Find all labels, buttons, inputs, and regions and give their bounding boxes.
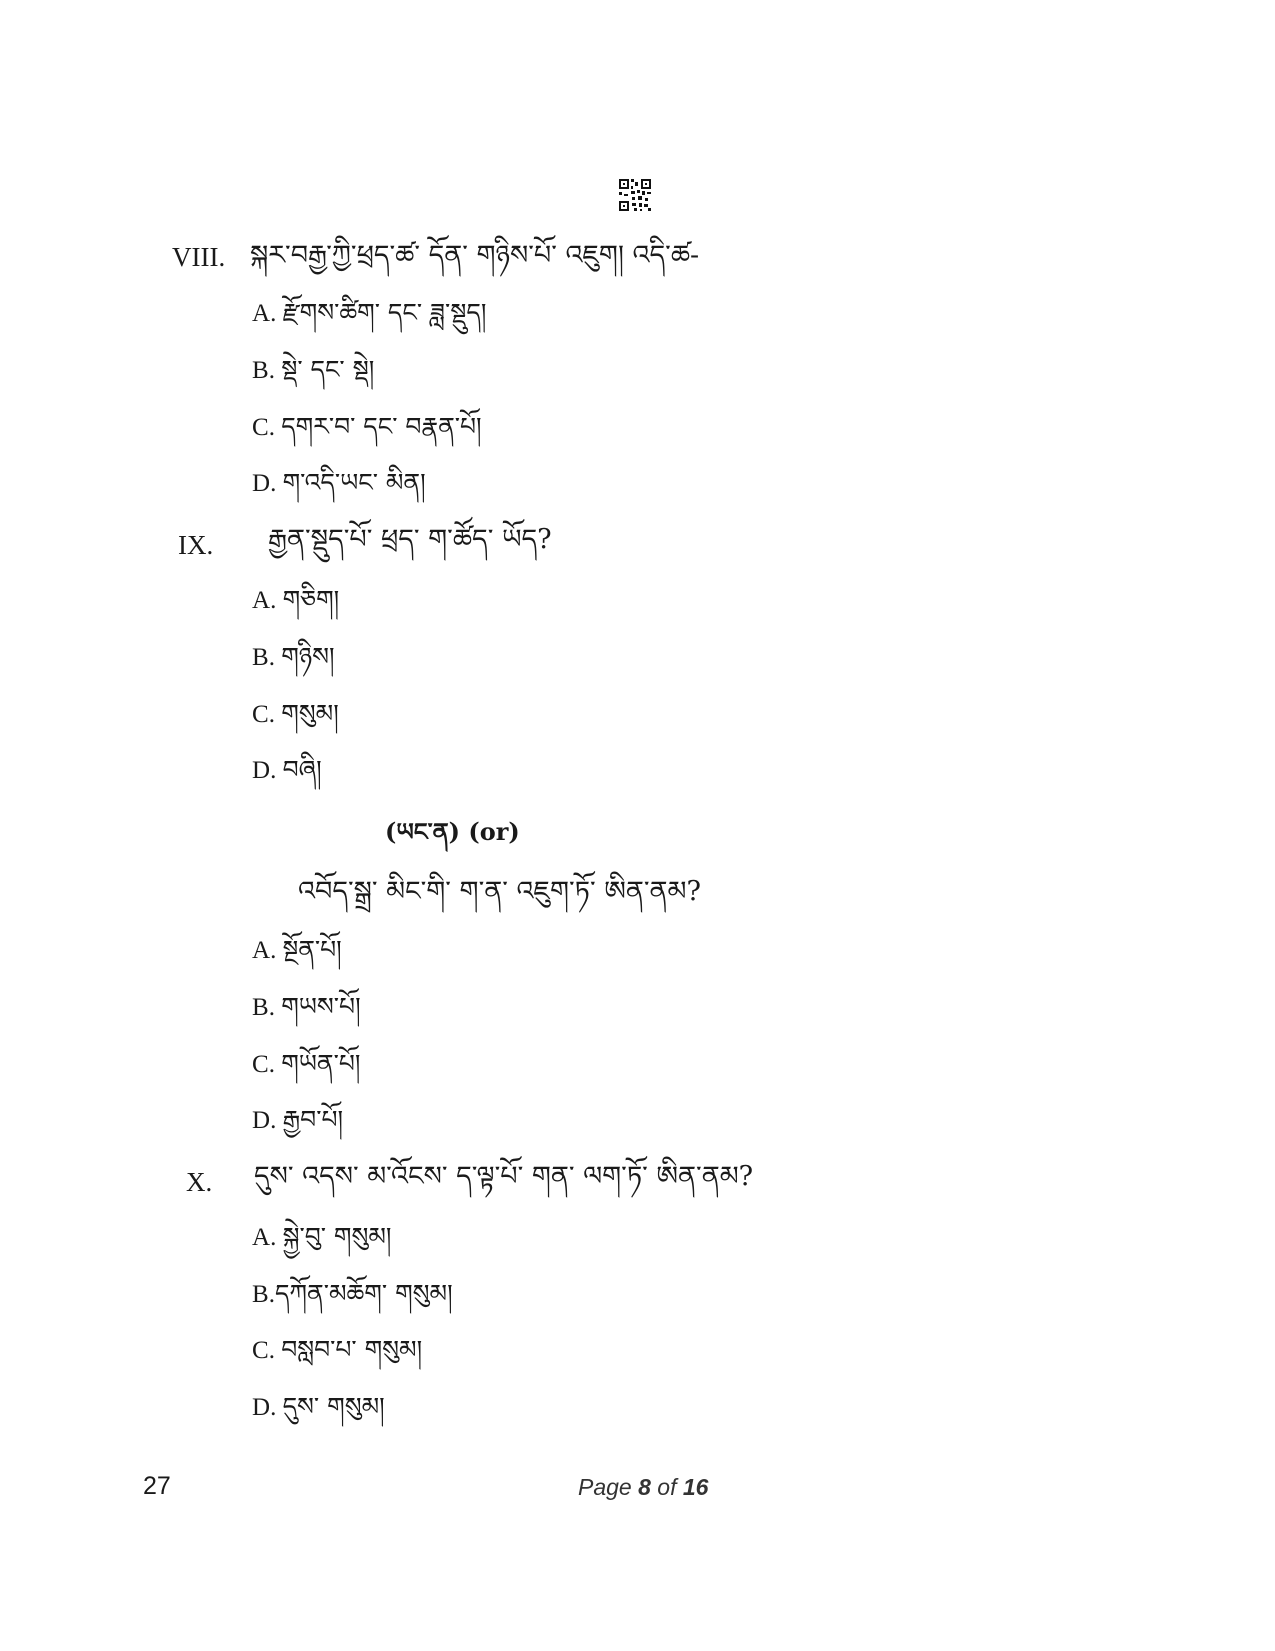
option-separator: .: [268, 1051, 282, 1078]
option-separator: .: [270, 1394, 283, 1421]
option-separator: .: [268, 1337, 282, 1364]
question-number: IX.: [178, 530, 214, 560]
option-separator: .: [268, 701, 282, 728]
option-letter: A: [252, 937, 271, 964]
option-b[interactable]: [252, 637, 335, 678]
page-indicator: [578, 1474, 708, 1501]
option-separator: .: [268, 994, 282, 1021]
option-text: གཉིས།: [281, 642, 335, 671]
option-text: བཞི།: [282, 755, 322, 784]
option-letter: A: [252, 1224, 271, 1251]
option-letter: B: [252, 644, 269, 671]
question-stem: དུས་ འདས་ མ་འོངས་ ད་ལྟ་པོ་ གན་ ལག་ཏོ་ ཨིན་ནམ?: [254, 1161, 754, 1192]
option-b[interactable]: [252, 1274, 453, 1315]
option-b[interactable]: [252, 987, 361, 1028]
option-text: དཀོན་མཆོག་ གསུམ།: [274, 1279, 453, 1308]
option-c[interactable]: [252, 1330, 422, 1371]
option-d[interactable]: [252, 1387, 385, 1428]
question-number: X.: [186, 1167, 213, 1197]
page-current: 8: [638, 1474, 651, 1500]
option-letter: C: [252, 414, 269, 441]
option-a[interactable]: [252, 293, 486, 334]
option-letter: C: [252, 701, 269, 728]
option-text: དགར་བ་ དང་ བརྣན་པོ།: [281, 412, 482, 441]
option-separator: .: [270, 470, 283, 497]
option-text: ག་འདི་ཡང་ མིན།: [282, 468, 426, 497]
option-separator: .: [268, 357, 282, 384]
option-letter: B: [252, 994, 269, 1021]
option-text: རྒྱབ་པོ།: [282, 1105, 344, 1134]
option-text: སྡེ་ དང་ སྡེ།: [281, 355, 375, 384]
option-letter: D: [252, 470, 271, 497]
option-c[interactable]: [252, 694, 339, 735]
option-text: དུས་ གསུམ།: [282, 1392, 385, 1421]
option-separator: .: [270, 937, 283, 964]
option-separator: .: [268, 644, 282, 671]
paper-code: 27: [143, 1472, 171, 1500]
option-d[interactable]: [252, 463, 426, 504]
option-separator: .: [270, 757, 283, 784]
page-total: 16: [682, 1474, 709, 1500]
qr-code-icon: [618, 178, 652, 212]
option-text: གཡས་པོ།: [281, 992, 361, 1021]
option-d[interactable]: [252, 1100, 343, 1141]
option-a[interactable]: [252, 580, 339, 621]
option-a[interactable]: [252, 1217, 392, 1258]
option-separator: .: [268, 1281, 275, 1308]
option-text: གསུམ།: [281, 699, 339, 728]
question-stem: འབོད་སྒྲ་ མིང་གི་ ག་ན་ འཇུག་ཏོ་ ཨིན་ནམ?: [298, 876, 701, 907]
or-heading: (ཡང་ན) (or): [385, 817, 520, 846]
option-c[interactable]: [252, 1044, 360, 1085]
option-text: གཅིག།: [282, 585, 340, 614]
question-stem: རྒྱན་སྡུད་པོ་ ཕྲད་ ག་ཚོད་ ཡོད?: [268, 524, 552, 555]
option-text: སྐྱེ་བུ་ གསུམ།: [282, 1222, 392, 1251]
page-of: of: [650, 1474, 683, 1500]
option-letter: B: [252, 357, 269, 384]
option-letter: D: [252, 757, 271, 784]
option-text: རྫོགས་ཚིག་ དང་ ཟླ་སྡུད།: [282, 298, 487, 327]
option-text: གཡོན་པོ།: [281, 1049, 361, 1078]
option-c[interactable]: [252, 407, 482, 448]
option-letter: A: [252, 300, 271, 327]
option-separator: .: [268, 414, 282, 441]
option-a[interactable]: [252, 930, 342, 971]
option-separator: .: [270, 587, 283, 614]
option-letter: D: [252, 1107, 271, 1134]
question-number: VIII.: [172, 242, 226, 272]
option-letter: D: [252, 1394, 271, 1421]
option-letter: A: [252, 587, 271, 614]
option-text: སྔོན་པོ།: [282, 935, 342, 964]
option-separator: .: [270, 1107, 283, 1134]
option-separator: .: [270, 1224, 283, 1251]
option-b[interactable]: [252, 350, 374, 391]
option-d[interactable]: [252, 750, 322, 791]
option-letter: C: [252, 1051, 269, 1078]
option-letter: B: [252, 1281, 269, 1308]
option-separator: .: [270, 300, 283, 327]
page-prefix: Page: [578, 1474, 639, 1500]
option-text: བསླབ་པ་ གསུམ།: [281, 1335, 423, 1364]
option-letter: C: [252, 1337, 269, 1364]
question-stem: སྐར་བརྒྱ་ཀྱི་ཕྲད་ཚ་ དོན་ གཉིས་པོ་ འཇུག། འདི་ཚ-: [250, 240, 700, 271]
